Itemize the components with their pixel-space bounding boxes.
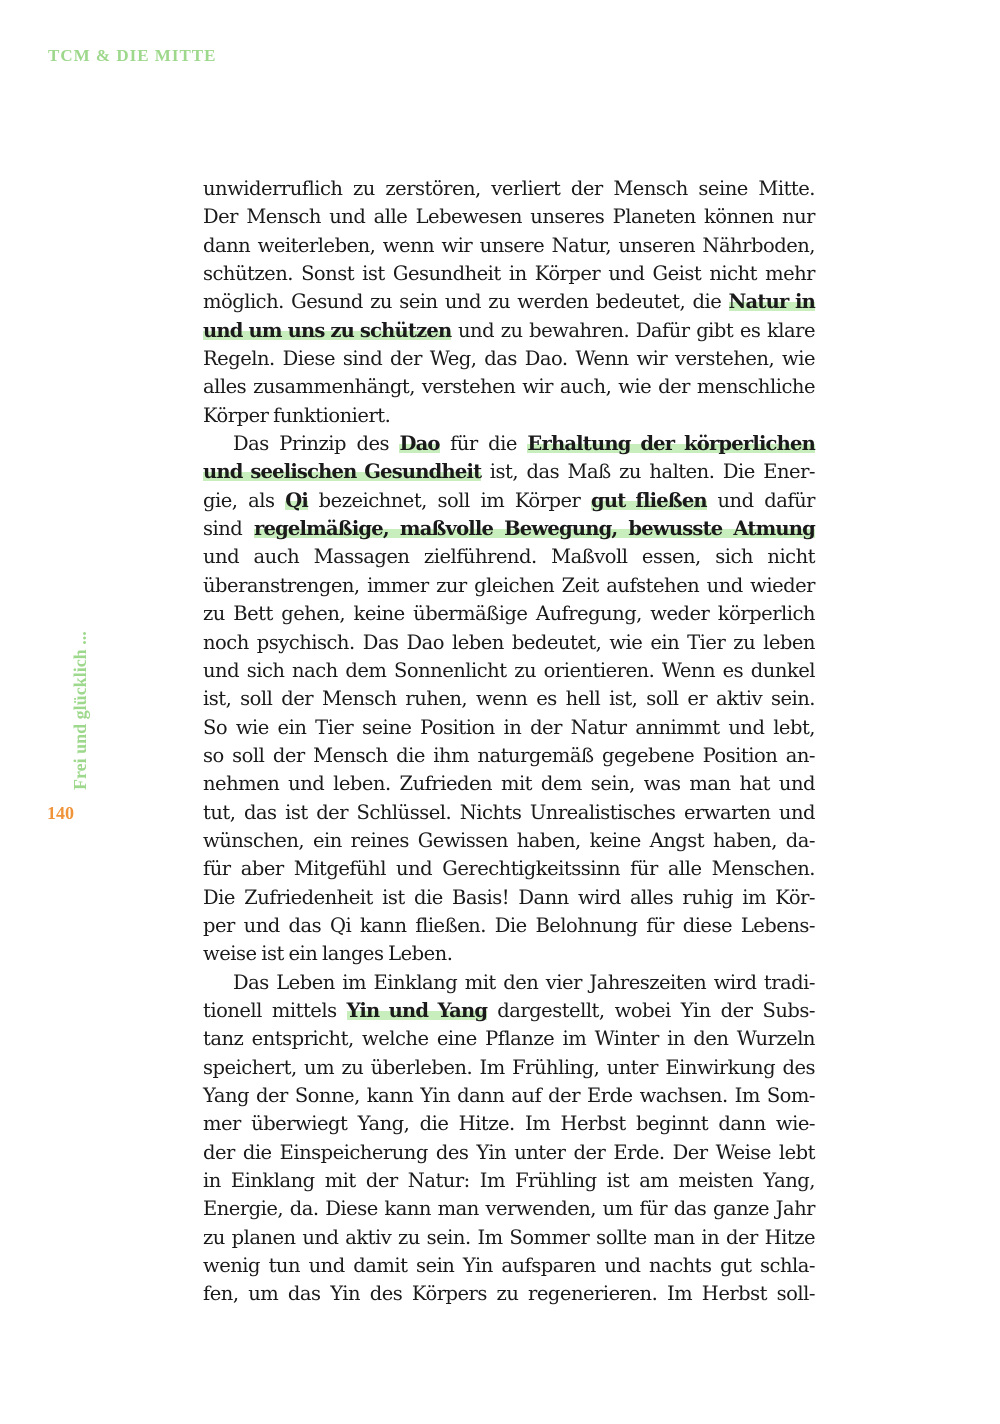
text-segment: speichert, um zu überleben. Im Frühling, unter Einwirkung des [203, 1055, 815, 1079]
text-line [203, 373, 815, 401]
text-segment: alles zusammenhängt, verstehen wir auch, wie der menschliche [203, 375, 815, 399]
text-line [203, 1139, 815, 1167]
text-line [203, 317, 815, 345]
highlight-yin-und-yang: Yin und Yang [346, 998, 488, 1022]
text-segment: Der Mensch und alle Lebewesen unseres Planeten können nur [203, 205, 815, 229]
text-segment: tionell mittels [203, 998, 347, 1022]
highlight-dao: Dao [399, 432, 440, 456]
text-segment: Yang der Sonne, kann Yin dann auf der Erde wachsen. Im Som- [203, 1084, 815, 1107]
text-line [203, 799, 815, 827]
text-segment: dargestellt, wobei Yin der Subs- [487, 998, 816, 1022]
text-segment: und sich nach dem Sonnenlicht zu orientieren. Wenn es dunkel [203, 658, 815, 682]
text-line [203, 288, 815, 316]
text-segment: so soll der Mensch die ihm naturgemäß gegebene Position an- [203, 743, 815, 767]
text-line [203, 402, 815, 430]
text-line [203, 1195, 815, 1223]
text-line [203, 1054, 815, 1082]
text-segment: tanz entspricht, welche eine Pflanze im Winter in den Wurzeln [203, 1027, 815, 1051]
text-line [203, 1082, 815, 1110]
text-segment: unwiderruflich zu zerstören, verliert der Mensch seine Mitte. [203, 177, 815, 200]
text-line [203, 487, 815, 515]
text-segment: für die [439, 432, 528, 456]
highlight-und-um-uns-zu-schuetzen: und um uns zu schützen [203, 318, 452, 342]
text-segment: für aber Mitgefühl und Gerechtigkeitssinn für alle Menschen. [203, 857, 815, 881]
text-segment: Das Leben im Einklang mit den vier Jahreszeiten wird tradi- [233, 970, 815, 994]
text-segment: der die Einspeicherung des Yin unter der Erde. Der Weise lebt [203, 1140, 815, 1164]
text-segment: wenig tun und damit sein Yin aufsparen und nachts gut schla- [203, 1254, 815, 1278]
text-line [203, 1025, 815, 1053]
text-segment: tut, das ist der Schlüssel. Nichts Unrealistisches erwarten und [203, 800, 815, 824]
highlight-natur-in: Natur in [728, 290, 815, 314]
text-segment: Körper funktioniert. [203, 403, 391, 427]
text-line [203, 515, 815, 543]
text-segment: weise ist ein langes Leben. [203, 942, 453, 966]
text-line [203, 912, 815, 940]
text-line [203, 1167, 815, 1195]
text-line [203, 742, 815, 770]
highlight-gut-fliessen: gut fließen [591, 488, 707, 512]
text-line [203, 430, 815, 458]
text-segment: zu Bett gehen, keine übermäßige Aufregung, weder körperlich [203, 602, 815, 626]
text-line [203, 1280, 815, 1308]
text-line [203, 232, 815, 260]
text-line [203, 629, 815, 657]
text-segment: Die Zufriedenheit ist die Basis! Dann wird alles ruhig im Kör- [203, 885, 815, 909]
text-segment: mer überwiegt Yang, die Hitze. Im Herbst beginnt dann wie- [203, 1112, 815, 1136]
highlight-qi: Qi [285, 488, 308, 512]
text-segment: per und das Qi kann fließen. Die Belohnung für diese Lebens- [203, 913, 815, 937]
text-segment: möglich. Gesund zu sein und zu werden bedeutet, die [203, 290, 729, 314]
running-head: TCM & DIE MITTE [48, 46, 217, 65]
text-line [203, 203, 815, 231]
text-segment: bezeichnet, soll im Körper [308, 488, 591, 512]
text-line [203, 600, 815, 628]
side-title: Frei und glücklich ... [70, 631, 90, 790]
text-line [203, 884, 815, 912]
body-text [203, 175, 815, 1309]
page-number: 140 [47, 803, 74, 823]
text-segment: So wie ein Tier seine Position in der Natur annimmt und lebt, [203, 715, 815, 739]
text-segment: und auch Massagen zielführend. Maßvoll essen, sich nicht [203, 545, 815, 569]
text-segment: dann weiterleben, wenn wir unsere Natur, unseren Nährboden, [203, 233, 815, 257]
text-segment: überanstrengen, immer zur gleichen Zeit aufstehen und wieder [203, 573, 815, 597]
text-segment: nehmen und leben. Zufrieden mit dem sein, was man hat und [203, 772, 815, 796]
text-line [203, 969, 815, 997]
text-line [203, 685, 815, 713]
text-line [203, 1252, 815, 1280]
text-segment: und dafür [706, 488, 815, 512]
text-line [203, 855, 815, 883]
text-line [203, 260, 815, 288]
text-line [203, 458, 815, 486]
text-line [203, 345, 815, 373]
text-segment: sind [203, 517, 254, 541]
highlight-gesundheit: und seelischen Gesundheit [203, 460, 482, 484]
text-line [203, 770, 815, 798]
text-line [203, 657, 815, 685]
text-line [203, 543, 815, 571]
text-segment: Energie, da. Diese kann man verwenden, um für das ganze Jahr [203, 1197, 815, 1221]
text-line [203, 827, 815, 855]
text-segment: ist, soll der Mensch ruhen, wenn es hell ist, soll er aktiv sein. [203, 687, 815, 711]
highlight-bewegung-atmung: regelmäßige, maßvolle Bewegung, bewusste Atmung [254, 517, 815, 541]
text-line [203, 175, 815, 203]
text-segment: in Einklang mit der Natur: Im Frühling ist am meisten Yang, [203, 1169, 815, 1193]
text-segment: Das Prinzip des [233, 432, 400, 456]
text-segment: und zu bewahren. Dafür gibt es klare [451, 318, 816, 342]
text-line [203, 1224, 815, 1252]
text-segment: Regeln. Diese sind der Weg, das Dao. Wenn wir verstehen, wie [203, 347, 815, 371]
text-segment: zu planen und aktiv zu sein. Im Sommer sollte man in der Hitze [203, 1225, 815, 1249]
text-segment: ist, das Maß zu halten. Die Ener- [481, 460, 815, 484]
text-segment: gie, als [203, 488, 286, 512]
text-segment: wünschen, ein reines Gewissen haben, keine Angst haben, da- [203, 828, 815, 852]
text-line [203, 572, 815, 600]
text-line [203, 1110, 815, 1138]
text-segment: noch psychisch. Das Dao leben bedeutet, wie ein Tier zu leben [203, 630, 815, 654]
highlight-erhaltung: Erhaltung der körperlichen [527, 432, 815, 456]
text-line [203, 940, 815, 968]
text-line [203, 714, 815, 742]
text-segment: schützen. Sonst ist Gesundheit in Körper und Geist nicht mehr [203, 262, 815, 286]
text-line [203, 997, 815, 1025]
text-segment: fen, um das Yin des Körpers zu regenerieren. Im Herbst soll- [203, 1282, 815, 1306]
